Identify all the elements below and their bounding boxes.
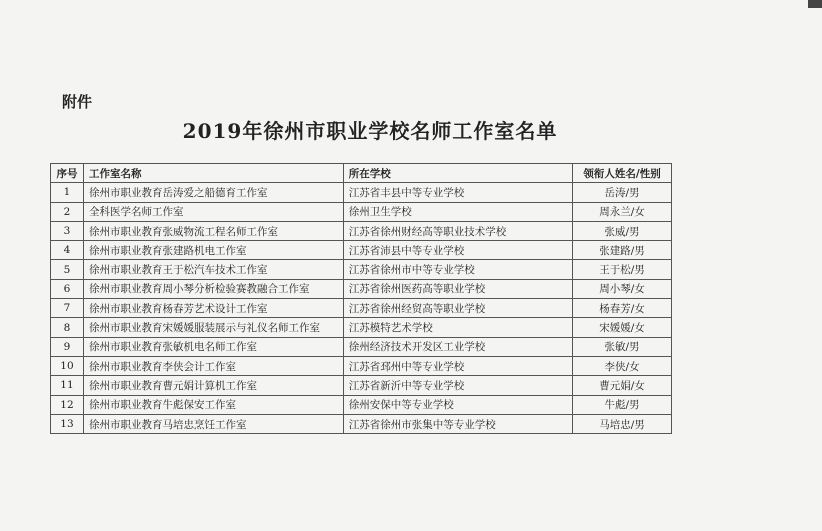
table-row — [51, 279, 672, 298]
row-index: 6 — [51, 279, 84, 298]
school-name: 江苏省徐州市张集中等专业学校 — [343, 414, 572, 433]
school-name: 江苏省沛县中等专业学校 — [343, 241, 572, 260]
studio-name: 徐州市职业教育马培忠烹饪工作室 — [83, 414, 343, 433]
studio-list-table — [50, 163, 672, 434]
school-name: 江苏省徐州医药高等职业学校 — [343, 279, 572, 298]
row-index: 7 — [51, 299, 84, 318]
row-index: 4 — [51, 241, 84, 260]
studio-name: 徐州市职业教育王于松汽车技术工作室 — [83, 260, 343, 279]
studio-name: 徐州市职业教育周小琴分析检验赛教融合工作室 — [83, 279, 343, 298]
table-row — [51, 202, 672, 221]
school-name: 江苏省徐州财经高等职业技术学校 — [343, 221, 572, 240]
document-title: 2019年徐州市职业学校名师工作室名单 — [182, 119, 558, 143]
row-index: 3 — [51, 221, 84, 240]
leader-name: 王于松/男 — [573, 260, 672, 279]
leader-name: 杨春芳/女 — [573, 299, 672, 318]
school-name: 江苏省邳州中等专业学校 — [343, 356, 572, 375]
row-index: 9 — [51, 337, 84, 356]
header-school: 所在学校 — [343, 164, 572, 183]
leader-name: 周永兰/女 — [573, 202, 672, 221]
school-name: 江苏省徐州经贸高等职业学校 — [343, 299, 572, 318]
table-row — [51, 395, 672, 414]
studio-name: 徐州市职业教育张建路机电工作室 — [83, 241, 343, 260]
row-index: 8 — [51, 318, 84, 337]
row-index: 11 — [51, 376, 84, 395]
table-row — [51, 356, 672, 375]
school-name: 徐州经济技术开发区工业学校 — [343, 337, 572, 356]
leader-name: 张建路/男 — [573, 241, 672, 260]
table-row — [51, 337, 672, 356]
header-leader: 领衔人姓名/性别 — [573, 164, 672, 183]
leader-name: 岳涛/男 — [573, 183, 672, 202]
studio-name: 徐州市职业教育曹元娟计算机工作室 — [83, 376, 343, 395]
leader-name: 牛彪/男 — [573, 395, 672, 414]
studio-name: 徐州市职业教育岳涛爱之船德育工作室 — [83, 183, 343, 202]
table-row — [51, 183, 672, 202]
header-index: 序号 — [51, 164, 84, 183]
table-row — [51, 414, 672, 433]
school-name: 江苏省丰县中等专业学校 — [343, 183, 572, 202]
leader-name: 周小琴/女 — [573, 279, 672, 298]
table-row — [51, 260, 672, 279]
leader-name: 张威/男 — [573, 221, 672, 240]
row-index: 1 — [51, 183, 84, 202]
studio-name: 徐州市职业教育牛彪保安工作室 — [83, 395, 343, 414]
row-index: 12 — [51, 395, 84, 414]
row-index: 2 — [51, 202, 84, 221]
leader-name: 马培忠/男 — [573, 414, 672, 433]
school-name: 徐州卫生学校 — [343, 202, 572, 221]
table-row — [51, 376, 672, 395]
studio-name: 徐州市职业教育杨春芳艺术设计工作室 — [83, 299, 343, 318]
table-header-row — [51, 164, 672, 183]
studio-name: 徐州市职业教育张敏机电名师工作室 — [83, 337, 343, 356]
school-name: 江苏模特艺术学校 — [343, 318, 572, 337]
table-row — [51, 221, 672, 240]
table-row — [51, 318, 672, 337]
school-name: 江苏省新沂中等专业学校 — [343, 376, 572, 395]
studio-name: 徐州市职业教育李侠会计工作室 — [83, 356, 343, 375]
row-index: 13 — [51, 414, 84, 433]
leader-name: 宋媛媛/女 — [573, 318, 672, 337]
leader-name: 张敏/男 — [573, 337, 672, 356]
leader-name: 曹元娟/女 — [573, 376, 672, 395]
studio-name: 全科医学名师工作室 — [83, 202, 343, 221]
school-name: 徐州安保中等专业学校 — [343, 395, 572, 414]
studio-name: 徐州市职业教育宋媛媛服装展示与礼仪名师工作室 — [83, 318, 343, 337]
table-row — [51, 241, 672, 260]
attachment-label: 附件 — [62, 93, 93, 111]
leader-name: 李侠/女 — [573, 356, 672, 375]
row-index: 5 — [51, 260, 84, 279]
row-index: 10 — [51, 356, 84, 375]
studio-name: 徐州市职业教育张威物流工程名师工作室 — [83, 221, 343, 240]
table-row — [51, 299, 672, 318]
scan-edge — [808, 0, 822, 8]
header-studio-name: 工作室名称 — [83, 164, 343, 183]
school-name: 江苏省徐州市中等专业学校 — [343, 260, 572, 279]
